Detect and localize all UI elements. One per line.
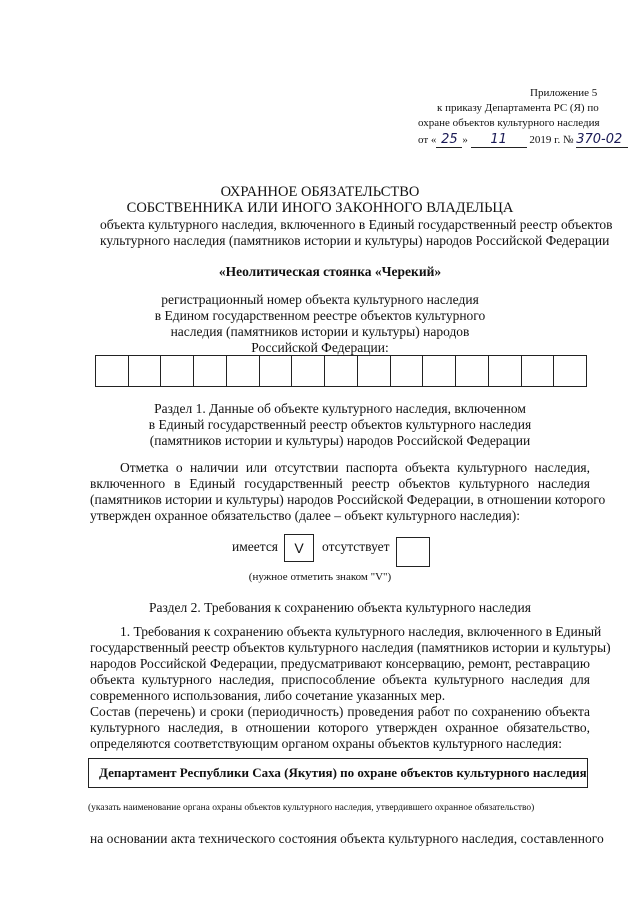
registration-number-grid[interactable]: [95, 355, 587, 387]
section2-last-line: на основании акта технического состояния объекта культурного наследия, составленного: [90, 831, 604, 846]
reg-cell[interactable]: [391, 356, 424, 386]
registration-line-2: в Едином государственном реестре объектов культурного: [154, 308, 486, 323]
section1-para-2: включенного в Единый государственный реестр объектов культурного наследия: [90, 476, 590, 491]
object-name: «Неолитическая стоянка «Черекий»: [218, 264, 442, 279]
section2-p1-l4: объекта культурного наследия, приспособление объекта культурного наследия для: [90, 672, 590, 687]
doc-number: 370-02: [576, 133, 628, 148]
section1-para-3: (памятников истории и культуры) народов Российской Федерации, в отношении которого: [90, 492, 606, 507]
section1-heading-1: Раздел 1. Данные об объекте культурного наследия, включенном: [154, 401, 526, 416]
title-line-3: объекта культурного наследия, включенного в Единый государственный реестр объектов: [100, 217, 613, 232]
registration-line-4: Российской Федерации:: [251, 340, 389, 355]
section2-p2-l1: Состав (перечень) и сроки (периодичность) проведения работ по сохранению объекта: [90, 704, 590, 719]
section2-p2-l3: определяются соответствующим органом охраны объектов культурного наследия:: [90, 736, 562, 751]
reg-cell[interactable]: [292, 356, 325, 386]
reg-cell[interactable]: [129, 356, 162, 386]
section2-p1-l1: 1. Требования к сохранению объекта культурного наследия, включенного в Единый: [120, 624, 602, 639]
title-line-1: ОХРАННОЕ ОБЯЗАТЕЛЬСТВО: [220, 184, 420, 200]
department-field[interactable]: Департамент Республики Саха (Якутия) по охране объектов культурного наследия: [88, 758, 588, 788]
reg-cell[interactable]: [489, 356, 522, 386]
department-note: (указать наименование органа охраны объектов культурного наследия, утвердившего охранное обязательство): [88, 803, 535, 813]
date-day: 25: [436, 133, 462, 148]
date-year: 2019 г. №: [529, 134, 574, 146]
reg-cell[interactable]: [260, 356, 293, 386]
absent-label: отсутствует: [322, 539, 390, 554]
reg-cell[interactable]: [161, 356, 194, 386]
appendix-line-2: к приказу Департамента РС (Я) по: [437, 102, 599, 114]
reg-cell[interactable]: [423, 356, 456, 386]
title-line-2: СОБСТВЕННИКА ИЛИ ИНОГО ЗАКОННОГО ВЛАДЕЛЬЦА: [126, 200, 514, 216]
section1-para-1: Отметка о наличии или отсутствии паспорта объекта культурного наследия,: [120, 460, 590, 475]
date-month: 11: [471, 133, 527, 148]
checkbox-note: (нужное отметить знаком "V"): [248, 571, 392, 583]
reg-cell[interactable]: [194, 356, 227, 386]
absent-checkbox[interactable]: [396, 537, 430, 567]
reg-cell[interactable]: [358, 356, 391, 386]
reg-cell[interactable]: [554, 356, 586, 386]
has-label: имеется: [232, 539, 279, 554]
section2-heading: Раздел 2. Требования к сохранению объекта культурного наследия: [149, 600, 531, 615]
section2-p1-l2: государственный реестр объектов культурного наследия (памятников истории и культуры): [90, 640, 611, 655]
has-checkbox[interactable]: V: [284, 534, 314, 562]
reg-cell[interactable]: [227, 356, 260, 386]
title-line-4: культурного наследия (памятников истории и культуры) народов Российской Федерации: [100, 233, 610, 248]
reg-cell[interactable]: [325, 356, 358, 386]
date-prefix: от «: [418, 134, 437, 146]
reg-cell[interactable]: [456, 356, 489, 386]
registration-line-1: регистрационный номер объекта культурного наследия: [161, 292, 479, 307]
section2-p1-l5: современного использования, либо сочетание указанных мер.: [90, 688, 446, 703]
reg-cell[interactable]: [522, 356, 555, 386]
registration-line-3: наследия (памятников истории и культуры) народов: [170, 324, 470, 339]
section1-heading-2: в Единый государственный реестр объектов культурного наследия: [148, 417, 532, 432]
reg-cell[interactable]: [96, 356, 129, 386]
section1-para-4: утвержден охранное обязательство (далее – объект культурного наследия):: [90, 508, 521, 523]
appendix-line-3: охране объектов культурного наследия: [418, 117, 600, 129]
appendix-line-1: Приложение 5: [530, 87, 598, 99]
section1-heading-3: (памятников истории и культуры) народов Российской Федерации: [149, 433, 531, 448]
date-mid: »: [462, 134, 468, 146]
appendix-date-line: [418, 133, 628, 147]
section2-p1-l3: народов Российской Федерации, предусматривают консервацию, ремонт, реставрацию: [90, 656, 590, 671]
section2-p2-l2: культурного наследия, в отношении которого утвержден охранное обязательство,: [90, 720, 590, 735]
